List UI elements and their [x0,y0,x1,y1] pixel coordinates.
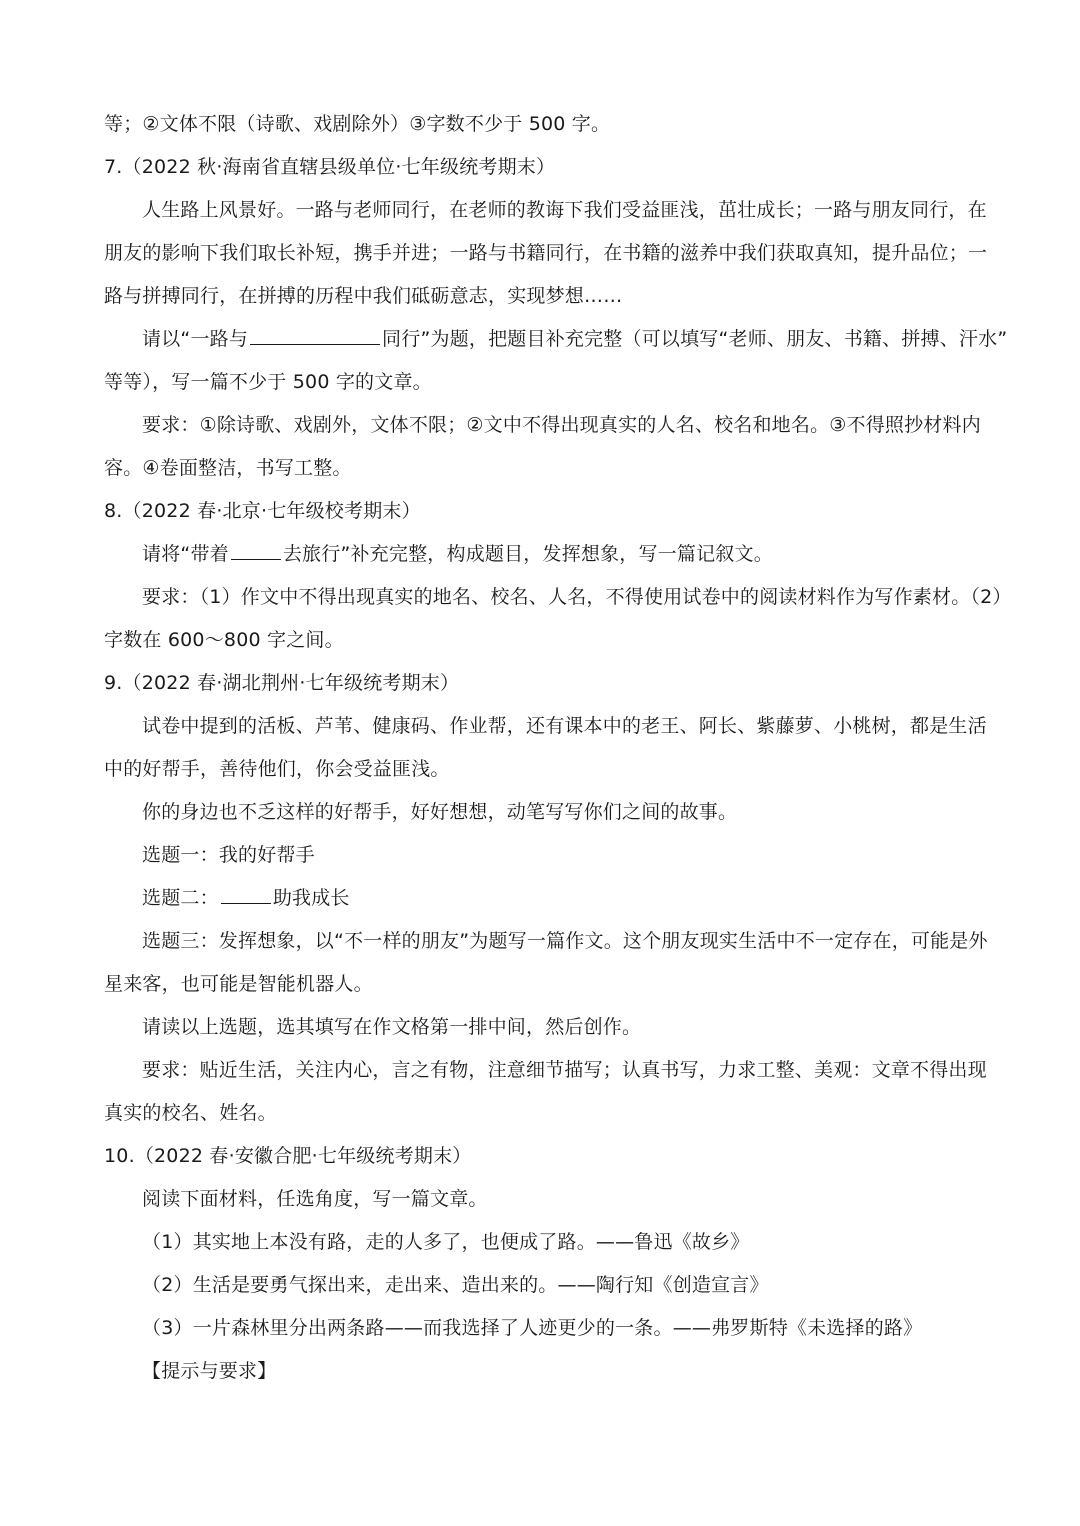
fill-blank [250,326,380,345]
text-line: 选题一：我的好帮手 [142,844,315,866]
question-9-heading: 9.（2022 春·湖北荆州·七年级统考期末） [104,672,460,694]
question-8-heading: 8.（2022 春·北京·七年级校考期末） [104,500,421,522]
text-line: 要求：（1）作文中不得出现真实的地名、校名、人名，不得使用试卷中的阅读材料作为写作素材。（2） [142,586,1012,608]
text-line: 人生路上风景好。一路与老师同行，在老师的教诲下我们受益匪浅，茁壮成长；一路与朋友同行，在 [142,199,987,221]
text-line: 你的身边也不乏这样的好帮手，好好想想，动笔写写你们之间的故事。 [142,801,738,823]
text-line: 试卷中提到的活板、芦苇、健康码、作业帮，还有课本中的老王、阿长、紫藤萝、小桃树，都是生活 [142,715,987,737]
text-segment: 去旅行”补充完整，构成题目，发挥想象，写一篇记叙文。 [282,543,773,565]
quote-line: （2）生活是要勇气探出来，走出来、造出来的。——陶行知《创造宣言》 [142,1274,769,1296]
quote-line: （1）其实地上本没有路，走的人多了，也便成了路。——鲁迅《故乡》 [142,1231,750,1253]
text-line: 字数在 600～800 字之间。 [104,629,344,651]
text-line: 路与拼搏同行，在拼搏的历程中我们砥砺意志，实现梦想…… [104,285,623,307]
text-line: 阅读下面材料，任选角度，写一篇文章。 [142,1188,488,1210]
text-line: 容。④卷面整洁，书写工整。 [104,457,352,479]
text-segment: 助我成长 [272,887,350,909]
text-line: 中的好帮手，善待他们，你会受益匪浅。 [104,758,450,780]
text-line: 请读以上选题，选其填写在作文格第一排中间，然后创作。 [142,1016,642,1038]
text-segment: 请将“带着 [142,543,229,565]
quote-line: （3）一片森林里分出两条路——而我选择了人迹更少的一条。——弗罗斯特《未选择的路》 [142,1317,923,1339]
section-heading: 【提示与要求】 [142,1360,277,1382]
text-line-with-blank [142,541,984,567]
text-line: 真实的校名、姓名。 [104,1102,277,1124]
text-segment: 请以“一路与 [142,328,249,350]
text-segment: 同行”为题，把题目补充完整（可以填写“老师、朋友、书籍、拼搏、汗水” [382,328,1008,350]
text-line: 朋友的影响下我们取长补短，携手并进；一路与书籍同行，在书籍的滋养中我们获取真知，提升品位；一 [104,242,988,264]
text-segment: 选题二： [142,887,219,909]
text-line: 要求：①除诗歌、戏剧外，文体不限；②文中不得出现真实的人名、校名和地名。③不得照抄材料内 [142,414,981,436]
fill-blank [231,541,281,560]
fill-blank [221,885,271,904]
text-line: 等；②文体不限（诗歌、戏剧除外）③字数不少于 500 字。 [104,113,611,135]
text-line: 要求：贴近生活，关注内心，言之有物，注意细节描写；认真书写，力求工整、美观：文章不得出现 [142,1059,987,1081]
text-line: 等等），写一篇不少于 500 字的文章。 [104,371,432,393]
text-line-with-blank [142,885,984,911]
question-7-heading: 7.（2022 秋·海南省直辖县级单位·七年级统考期末） [104,156,556,178]
text-line: 星来客，也可能是智能机器人。 [104,973,373,995]
text-line-with-blank [142,326,1008,352]
text-line: 选题三：发挥想象，以“不一样的朋友”为题写一篇作文。这个朋友现实生活中不一定存在，可能是外 [142,930,988,952]
question-10-heading: 10.（2022 春·安徽合肥·七年级统考期末） [104,1145,472,1167]
